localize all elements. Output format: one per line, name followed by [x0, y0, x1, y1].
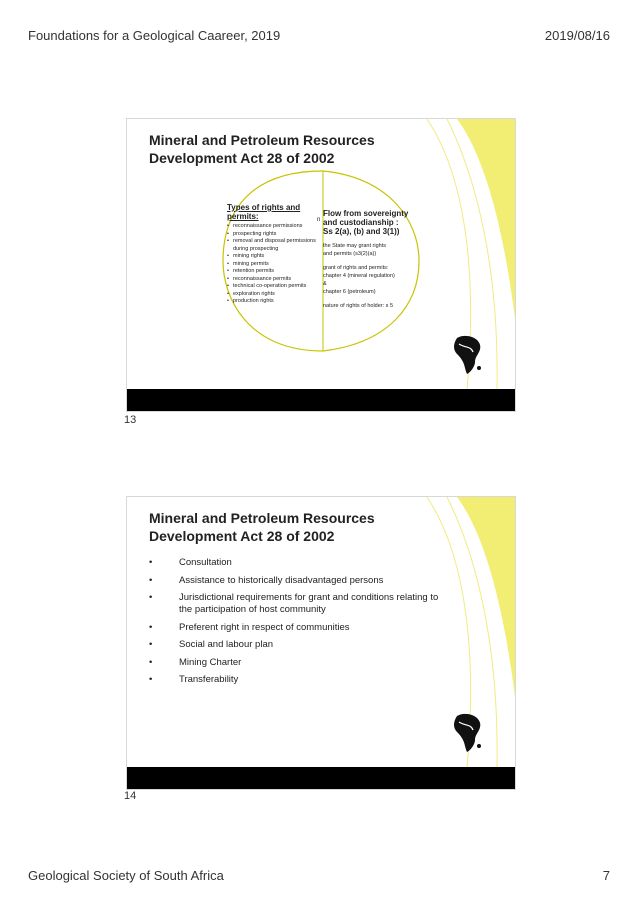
slide-14 [126, 496, 516, 790]
heading-line: Ss 2(a), (b) and 3(1)) [323, 227, 400, 236]
page-footer-org: Geological Society of South Africa [28, 868, 224, 883]
title-line: Mineral and Petroleum Resources [149, 132, 375, 148]
title-line: Development Act 28 of 2002 [149, 150, 335, 166]
slide-footer-bar [127, 767, 515, 789]
list-item: • exploration rights [227, 291, 317, 299]
list-item: • mining permits [227, 261, 317, 269]
africa-logo-icon [451, 712, 485, 754]
africa-logo-icon [451, 334, 485, 376]
list-item: • removal and disposal permissions during prospecting [227, 238, 317, 253]
page-number: 7 [602, 868, 610, 883]
flow-line: & [323, 281, 327, 287]
list-item: • Assistance to historically disadvantaged persons [149, 575, 439, 587]
flow-line: grant of rights and permits: [323, 265, 389, 271]
rights-types-list [227, 203, 317, 306]
list-item: • Consultation [149, 557, 439, 569]
slide-footer-bar [127, 389, 515, 411]
list-item: • technical co-operation permits [227, 283, 317, 291]
list-item: • reconnaissance permits [227, 276, 317, 284]
flow-line: chapter 4 (mineral regulation) [323, 273, 395, 279]
list-item: • production rights [227, 298, 317, 306]
flow-line: and permits (s3(2)(a)) [323, 251, 377, 257]
list-item: • Transferability [149, 674, 439, 686]
heading-line: Flow from sovereignty [323, 209, 409, 218]
list-item: • Jurisdictional requirements for grant and conditions relating to the participation of host community [149, 592, 439, 616]
list-item: • reconnaissance permissions [227, 223, 317, 231]
list-item: • Mining Charter [149, 657, 439, 669]
page-header-title: Foundations for a Geological Caareer, 2019 [28, 28, 281, 43]
stray-character: n [317, 217, 321, 223]
slide-number: 13 [124, 414, 137, 426]
sovereignty-flow [323, 209, 433, 310]
list-item: • Social and labour plan [149, 639, 439, 651]
list-item: • retention permits [227, 268, 317, 276]
slide-title [149, 509, 389, 545]
flow-line: nature of rights of holder: s 5 [323, 303, 394, 309]
sovereignty-heading [323, 209, 433, 236]
list-item: • mining rights [227, 253, 317, 261]
slide-13 [126, 118, 516, 412]
slide-title [149, 131, 389, 167]
flow-line: chapter 6 (petroleum) [323, 289, 376, 295]
heading-line: permits: [227, 212, 259, 221]
list-item: • Preferent right in respect of communities [149, 622, 439, 634]
heading-line: and custodianship : [323, 218, 399, 227]
slide-number: 14 [124, 790, 137, 802]
title-line: Development Act 28 of 2002 [149, 528, 335, 544]
heading-line: Types of rights and [227, 203, 301, 212]
rights-types-heading [227, 203, 317, 221]
yellow-swoosh [457, 497, 515, 697]
title-line: Mineral and Petroleum Resources [149, 510, 375, 526]
list-item: • prospecting rights [227, 231, 317, 239]
page-header-date: 2019/08/16 [544, 28, 610, 43]
yellow-swoosh [457, 119, 515, 319]
flow-line: the State may grant rights [323, 243, 386, 249]
topic-bullet-list [149, 557, 439, 692]
